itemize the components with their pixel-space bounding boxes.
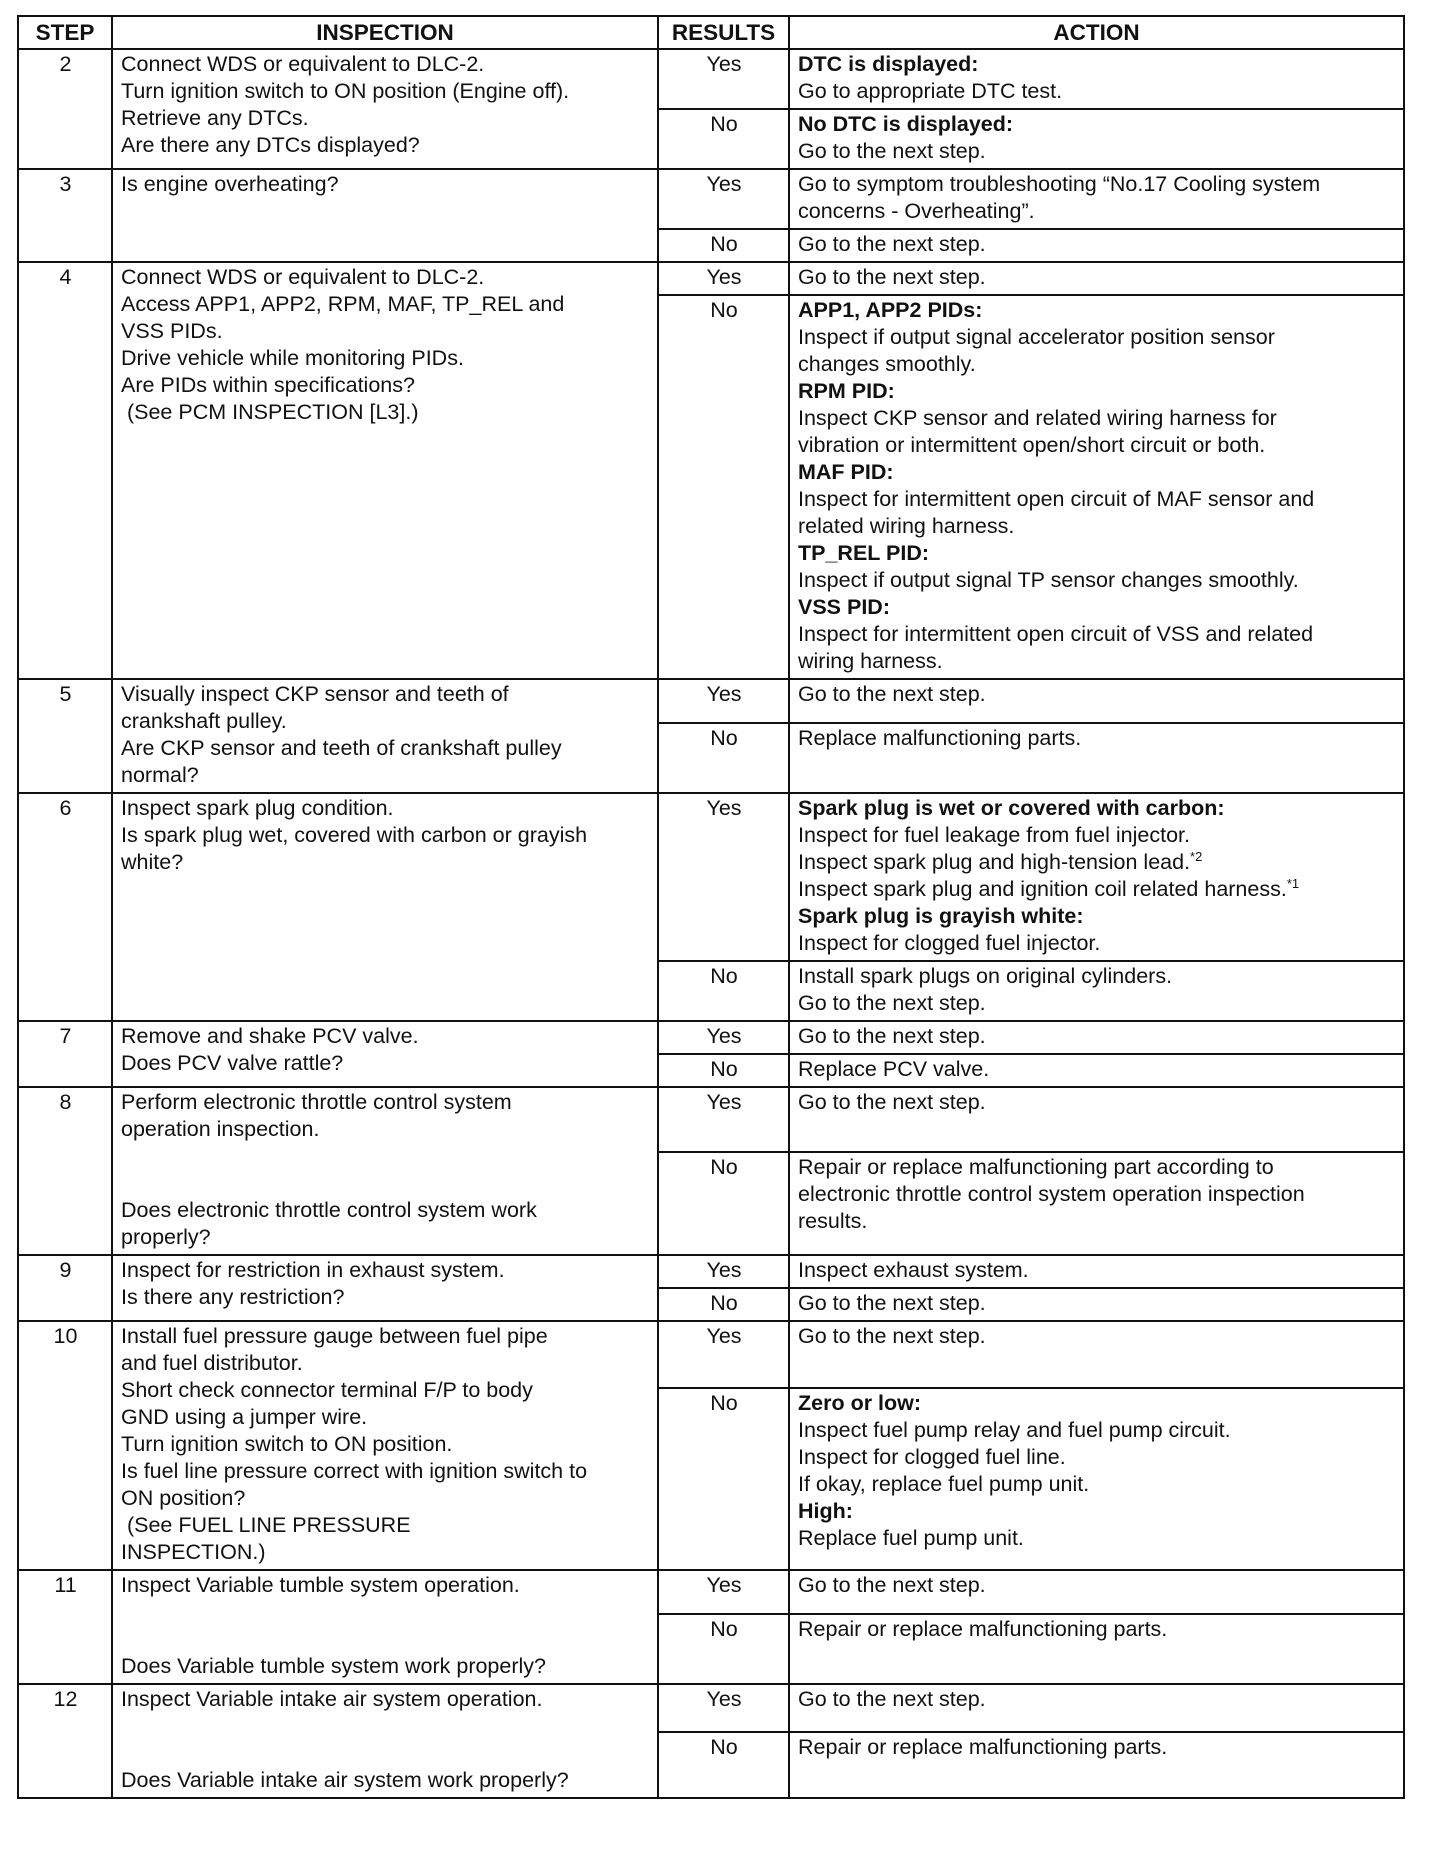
action-cell <box>789 1614 1404 1684</box>
inspection-line <box>121 1713 650 1740</box>
step-number: 9 <box>18 1255 112 1321</box>
step-number: 4 <box>18 262 112 679</box>
inspection-cell <box>112 1021 658 1087</box>
step-number: 10 <box>18 1321 112 1570</box>
action-text: Install spark plugs on original cylinders. <box>798 964 1173 988</box>
table-row <box>18 1087 1404 1152</box>
inspection-cell <box>112 679 658 793</box>
action-text: Inspect if output signal TP sensor changes smoothly. <box>798 568 1299 592</box>
inspection-line: Inspect spark plug condition. <box>121 796 394 820</box>
action-line <box>798 621 1396 648</box>
action-text: Go to the next step. <box>798 1324 986 1348</box>
step-number: 5 <box>18 679 112 793</box>
action-text: Go to the next step. <box>798 1024 986 1048</box>
action-line <box>798 1734 1396 1761</box>
inspection-line: crankshaft pulley. <box>121 709 287 733</box>
inspection-line: Inspect Variable intake air system operation. <box>121 1687 543 1711</box>
inspection-line <box>121 1143 650 1170</box>
action-text: Inspect CKP sensor and related wiring harness for <box>798 406 1277 430</box>
action-line <box>798 1089 1396 1116</box>
action-line <box>798 1525 1396 1552</box>
action-line <box>798 990 1396 1017</box>
result-cell: No <box>658 229 789 262</box>
result-cell: No <box>658 109 789 169</box>
action-text: Zero or low: <box>798 1391 922 1415</box>
troubleshooting-table <box>17 15 1405 1799</box>
header-results: RESULTS <box>658 16 789 49</box>
action-text: Repair or replace malfunctioning part according to <box>798 1155 1274 1179</box>
table-row <box>18 679 1404 723</box>
inspection-line: Inspect for restriction in exhaust system. <box>121 1258 505 1282</box>
action-text: DTC is displayed: <box>798 52 979 76</box>
inspection-line: white? <box>121 850 184 874</box>
action-cell <box>789 793 1404 961</box>
inspection-cell <box>112 1087 658 1255</box>
action-text: Repair or replace malfunctioning parts. <box>798 1617 1168 1641</box>
result-cell: Yes <box>658 1684 789 1732</box>
action-heading <box>798 111 1396 138</box>
action-text: RPM PID: <box>798 379 895 403</box>
action-text: Replace fuel pump unit. <box>798 1526 1024 1550</box>
result-cell: No <box>658 1288 789 1321</box>
action-text: Go to the next step. <box>798 991 986 1015</box>
inspection-cell <box>112 169 658 262</box>
action-line <box>798 198 1396 225</box>
action-line <box>798 231 1396 258</box>
inspection-line <box>121 1626 650 1653</box>
inspection-cell <box>112 1321 658 1570</box>
action-text: Go to appropriate DTC test. <box>798 79 1063 103</box>
step-number: 2 <box>18 49 112 169</box>
inspection-cell <box>112 262 658 679</box>
action-line <box>798 1290 1396 1317</box>
action-heading <box>798 1390 1396 1417</box>
action-text: Inspect for intermittent open circuit of MAF sensor and <box>798 487 1315 511</box>
action-line <box>798 681 1396 708</box>
inspection-line: (See PCM INSPECTION [L3].) <box>121 400 419 424</box>
action-text: Repair or replace malfunctioning parts. <box>798 1735 1168 1759</box>
header-step: STEP <box>18 16 112 49</box>
inspection-line: Inspect Variable tumble system operation. <box>121 1573 520 1597</box>
action-line <box>798 1686 1396 1713</box>
header-inspection: INSPECTION <box>112 16 658 49</box>
action-cell <box>789 1321 1404 1388</box>
table-row <box>18 49 1404 109</box>
step-number: 3 <box>18 169 112 262</box>
action-line <box>798 1023 1396 1050</box>
action-text: Go to the next step. <box>798 682 986 706</box>
result-cell: Yes <box>658 793 789 961</box>
inspection-line: Install fuel pressure gauge between fuel pipe <box>121 1324 548 1348</box>
action-cell <box>789 169 1404 229</box>
step-number: 8 <box>18 1087 112 1255</box>
result-cell: Yes <box>658 1255 789 1288</box>
inspection-line: Access APP1, APP2, RPM, MAF, TP_REL and <box>121 292 565 316</box>
action-line <box>798 725 1396 752</box>
footnote-marker: *1 <box>1286 875 1300 891</box>
inspection-line: (See FUEL LINE PRESSURE <box>121 1513 411 1537</box>
inspection-cell <box>112 49 658 169</box>
inspection-line: operation inspection. <box>121 1117 320 1141</box>
action-line <box>798 1181 1396 1208</box>
action-line <box>798 822 1396 849</box>
table-row <box>18 1570 1404 1614</box>
action-line <box>798 78 1396 105</box>
action-line <box>798 1417 1396 1444</box>
action-text: Go to the next step. <box>798 1687 986 1711</box>
action-line <box>798 351 1396 378</box>
action-cell <box>789 262 1404 295</box>
action-heading <box>798 459 1396 486</box>
inspection-line: Perform electronic throttle control system <box>121 1090 512 1114</box>
inspection-line: Connect WDS or equivalent to DLC-2. <box>121 52 485 76</box>
action-line <box>798 138 1396 165</box>
inspection-line: Are PIDs within specifications? <box>121 373 415 397</box>
result-cell: No <box>658 961 789 1021</box>
action-line <box>798 1471 1396 1498</box>
action-line <box>798 1208 1396 1235</box>
action-text: Inspect for fuel leakage from fuel injector. <box>798 823 1190 847</box>
action-text: Spark plug is wet or covered with carbon: <box>798 796 1225 820</box>
inspection-line: Is fuel line pressure correct with ignition switch to <box>121 1459 588 1483</box>
action-line <box>798 930 1396 957</box>
action-line <box>798 171 1396 198</box>
action-line <box>798 1257 1396 1284</box>
inspection-line: Turn ignition switch to ON position (Engine off). <box>121 79 570 103</box>
action-text: Replace malfunctioning parts. <box>798 726 1082 750</box>
result-cell: Yes <box>658 262 789 295</box>
action-cell <box>789 109 1404 169</box>
result-cell: No <box>658 1152 789 1255</box>
inspection-line: ON position? <box>121 1486 246 1510</box>
action-line <box>798 324 1396 351</box>
action-text: vibration or intermittent open/short circuit or both. <box>798 433 1266 457</box>
result-cell: Yes <box>658 1321 789 1388</box>
action-heading <box>798 795 1396 822</box>
action-text: VSS PID: <box>798 595 890 619</box>
action-text: Go to symptom troubleshooting “No.17 Cooling system <box>798 172 1321 196</box>
header-row <box>18 16 1404 49</box>
result-cell: Yes <box>658 1087 789 1152</box>
action-cell <box>789 723 1404 793</box>
action-line <box>798 567 1396 594</box>
action-line <box>798 1616 1396 1643</box>
action-text: Inspect spark plug and ignition coil related harness. <box>798 877 1287 901</box>
action-heading <box>798 378 1396 405</box>
action-text: Inspect exhaust system. <box>798 1258 1029 1282</box>
table-row <box>18 1684 1404 1732</box>
action-text: results. <box>798 1209 868 1233</box>
action-line <box>798 405 1396 432</box>
inspection-line <box>121 1599 650 1626</box>
action-text: electronic throttle control system operation inspection <box>798 1182 1305 1206</box>
action-text: Inspect for clogged fuel line. <box>798 1445 1066 1469</box>
inspection-line: Turn ignition switch to ON position. <box>121 1432 453 1456</box>
action-text: Go to the next step. <box>798 1573 986 1597</box>
step-number: 11 <box>18 1570 112 1684</box>
inspection-line: Does Variable tumble system work properly? <box>121 1654 546 1678</box>
inspection-cell <box>112 1255 658 1321</box>
table-row <box>18 169 1404 229</box>
action-line <box>798 1444 1396 1471</box>
result-cell: Yes <box>658 1021 789 1054</box>
result-cell: No <box>658 1732 789 1798</box>
action-text: Inspect spark plug and high-tension lead. <box>798 850 1191 874</box>
action-text: Inspect if output signal accelerator position sensor <box>798 325 1275 349</box>
action-cell <box>789 1570 1404 1614</box>
inspection-line: Short check connector terminal F/P to body <box>121 1378 533 1402</box>
action-heading <box>798 540 1396 567</box>
table-row <box>18 262 1404 295</box>
action-text: High: <box>798 1499 853 1523</box>
action-cell <box>789 295 1404 679</box>
action-text: Inspect fuel pump relay and fuel pump circuit. <box>798 1418 1231 1442</box>
action-text: Inspect for intermittent open circuit of VSS and related <box>798 622 1314 646</box>
inspection-line: properly? <box>121 1225 211 1249</box>
action-line <box>798 963 1396 990</box>
inspection-line <box>121 1170 650 1197</box>
inspection-line: Is engine overheating? <box>121 172 339 196</box>
table-row <box>18 1021 1404 1054</box>
inspection-line: Retrieve any DTCs. <box>121 106 309 130</box>
inspection-line: Are there any DTCs displayed? <box>121 133 420 157</box>
action-cell <box>789 1054 1404 1087</box>
action-line <box>798 1572 1396 1599</box>
action-text: TP_REL PID: <box>798 541 930 565</box>
action-text: related wiring harness. <box>798 514 1015 538</box>
result-cell: No <box>658 1388 789 1570</box>
inspection-line: Is there any restriction? <box>121 1285 345 1309</box>
inspection-line: GND using a jumper wire. <box>121 1405 368 1429</box>
action-text: Go to the next step. <box>798 1090 986 1114</box>
action-cell <box>789 1255 1404 1288</box>
action-line <box>798 486 1396 513</box>
action-cell <box>789 1152 1404 1255</box>
table-row <box>18 1321 1404 1388</box>
action-cell <box>789 679 1404 723</box>
action-cell <box>789 1021 1404 1054</box>
inspection-line: Visually inspect CKP sensor and teeth of <box>121 682 509 706</box>
footnote-marker: *2 <box>1190 848 1203 864</box>
action-text: Replace PCV valve. <box>798 1057 990 1081</box>
step-number: 12 <box>18 1684 112 1798</box>
action-heading <box>798 297 1396 324</box>
inspection-line: normal? <box>121 763 199 787</box>
action-cell <box>789 49 1404 109</box>
step-number: 7 <box>18 1021 112 1087</box>
table-row <box>18 793 1404 961</box>
action-text: changes smoothly. <box>798 352 976 376</box>
inspection-cell <box>112 1684 658 1798</box>
action-line <box>798 1056 1396 1083</box>
step-number: 6 <box>18 793 112 1021</box>
action-text: Go to the next step. <box>798 1291 986 1315</box>
action-cell <box>789 229 1404 262</box>
action-line <box>798 648 1396 675</box>
action-cell <box>789 1288 1404 1321</box>
result-cell: No <box>658 295 789 679</box>
inspection-line: INSPECTION.) <box>121 1540 266 1564</box>
header-action: ACTION <box>789 16 1404 49</box>
action-text: Spark plug is grayish white: <box>798 904 1084 928</box>
result-cell: No <box>658 1614 789 1684</box>
action-text: MAF PID: <box>798 460 894 484</box>
result-cell: Yes <box>658 49 789 109</box>
inspection-line: VSS PIDs. <box>121 319 223 343</box>
action-text: Go to the next step. <box>798 139 986 163</box>
inspection-line: Does PCV valve rattle? <box>121 1051 344 1075</box>
action-heading <box>798 594 1396 621</box>
action-line <box>798 264 1396 291</box>
result-cell: Yes <box>658 1570 789 1614</box>
action-cell <box>789 1684 1404 1732</box>
action-line <box>798 432 1396 459</box>
action-heading <box>798 51 1396 78</box>
action-text: If okay, replace fuel pump unit. <box>798 1472 1090 1496</box>
inspection-line: and fuel distributor. <box>121 1351 303 1375</box>
action-cell <box>789 1087 1404 1152</box>
result-cell: Yes <box>658 679 789 723</box>
action-cell <box>789 961 1404 1021</box>
action-cell <box>789 1732 1404 1798</box>
inspection-line: Are CKP sensor and teeth of crankshaft pulley <box>121 736 562 760</box>
result-cell: No <box>658 723 789 793</box>
inspection-line: Remove and shake PCV valve. <box>121 1024 419 1048</box>
action-text: Go to the next step. <box>798 232 986 256</box>
inspection-line <box>121 1740 650 1767</box>
inspection-line: Drive vehicle while monitoring PIDs. <box>121 346 464 370</box>
action-heading <box>798 1498 1396 1525</box>
inspection-cell <box>112 1570 658 1684</box>
inspection-line: Does Variable intake air system work properly? <box>121 1768 569 1792</box>
action-text: Inspect for clogged fuel injector. <box>798 931 1101 955</box>
action-line <box>798 849 1396 876</box>
action-cell <box>789 1388 1404 1570</box>
result-cell: No <box>658 1054 789 1087</box>
result-cell: Yes <box>658 169 789 229</box>
action-text: No DTC is displayed: <box>798 112 1014 136</box>
action-line <box>798 1323 1396 1350</box>
table-row <box>18 1255 1404 1288</box>
action-line <box>798 513 1396 540</box>
action-text: Go to the next step. <box>798 265 986 289</box>
action-line <box>798 1154 1396 1181</box>
action-text: wiring harness. <box>798 649 943 673</box>
action-text: APP1, APP2 PIDs: <box>798 298 983 322</box>
inspection-cell <box>112 793 658 1021</box>
inspection-line: Does electronic throttle control system work <box>121 1198 537 1222</box>
inspection-line: Is spark plug wet, covered with carbon or grayish <box>121 823 588 847</box>
action-heading <box>798 903 1396 930</box>
action-line <box>798 876 1396 903</box>
table-body <box>18 49 1404 1798</box>
action-text: concerns - Overheating”. <box>798 199 1035 223</box>
inspection-line: Connect WDS or equivalent to DLC-2. <box>121 265 485 289</box>
